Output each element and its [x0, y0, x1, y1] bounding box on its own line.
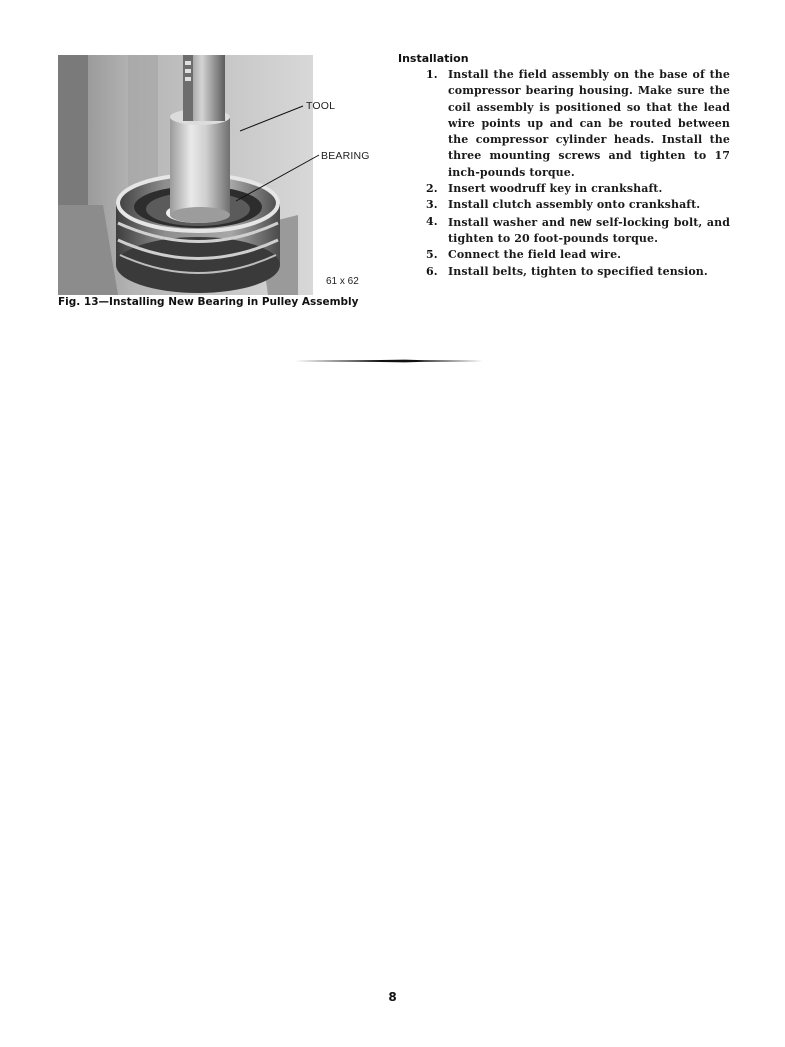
step-text: Install clutch assembly onto crankshaft.	[448, 198, 701, 212]
photo-code: 61 x 62	[326, 276, 359, 287]
list-item	[420, 264, 730, 280]
step-text: Install belts, tighten to specified tension.	[448, 264, 708, 278]
step-text: Install the field assembly on the base of the compressor bearing housing. Make sure the coil assembly is positioned so that the lead wire points up and can be routed between the compressor cylinder heads. Install the three mounting screws and tighten to 17 inch-pounds torque.	[448, 68, 730, 179]
list-item	[420, 181, 730, 197]
step-number: 6.	[426, 264, 438, 278]
step-text: Connect the field lead wire.	[448, 248, 622, 262]
step-number: 1.	[426, 68, 438, 81]
section-divider	[295, 359, 483, 363]
step-number: 2.	[426, 182, 438, 196]
callout-tool: TOOL	[306, 100, 336, 112]
step-text	[448, 216, 730, 245]
section-heading: Installation	[398, 52, 469, 65]
list-item	[420, 214, 730, 248]
list-item	[420, 197, 730, 213]
step-number: 4.	[426, 214, 438, 228]
step-emphasis: new	[569, 214, 592, 229]
bearing-installation-photo	[58, 55, 370, 295]
callout-bearing: BEARING	[321, 150, 370, 162]
step-number: 5.	[426, 248, 438, 262]
installation-steps	[420, 67, 730, 280]
list-item	[420, 247, 730, 263]
step-number: 3.	[426, 198, 438, 212]
page-number: 8	[388, 990, 397, 1004]
list-item	[420, 67, 730, 181]
step-text: Insert woodruff key in crankshaft.	[448, 182, 663, 196]
figure-photo	[58, 55, 370, 295]
step-text-after: self-locking bolt, and tighten to 20 foot-pounds torque.	[448, 215, 730, 245]
step-text-before: Install washer and	[448, 215, 570, 229]
figure-caption: Fig. 13—Installing New Bearing in Pulley Assembly	[58, 296, 359, 308]
